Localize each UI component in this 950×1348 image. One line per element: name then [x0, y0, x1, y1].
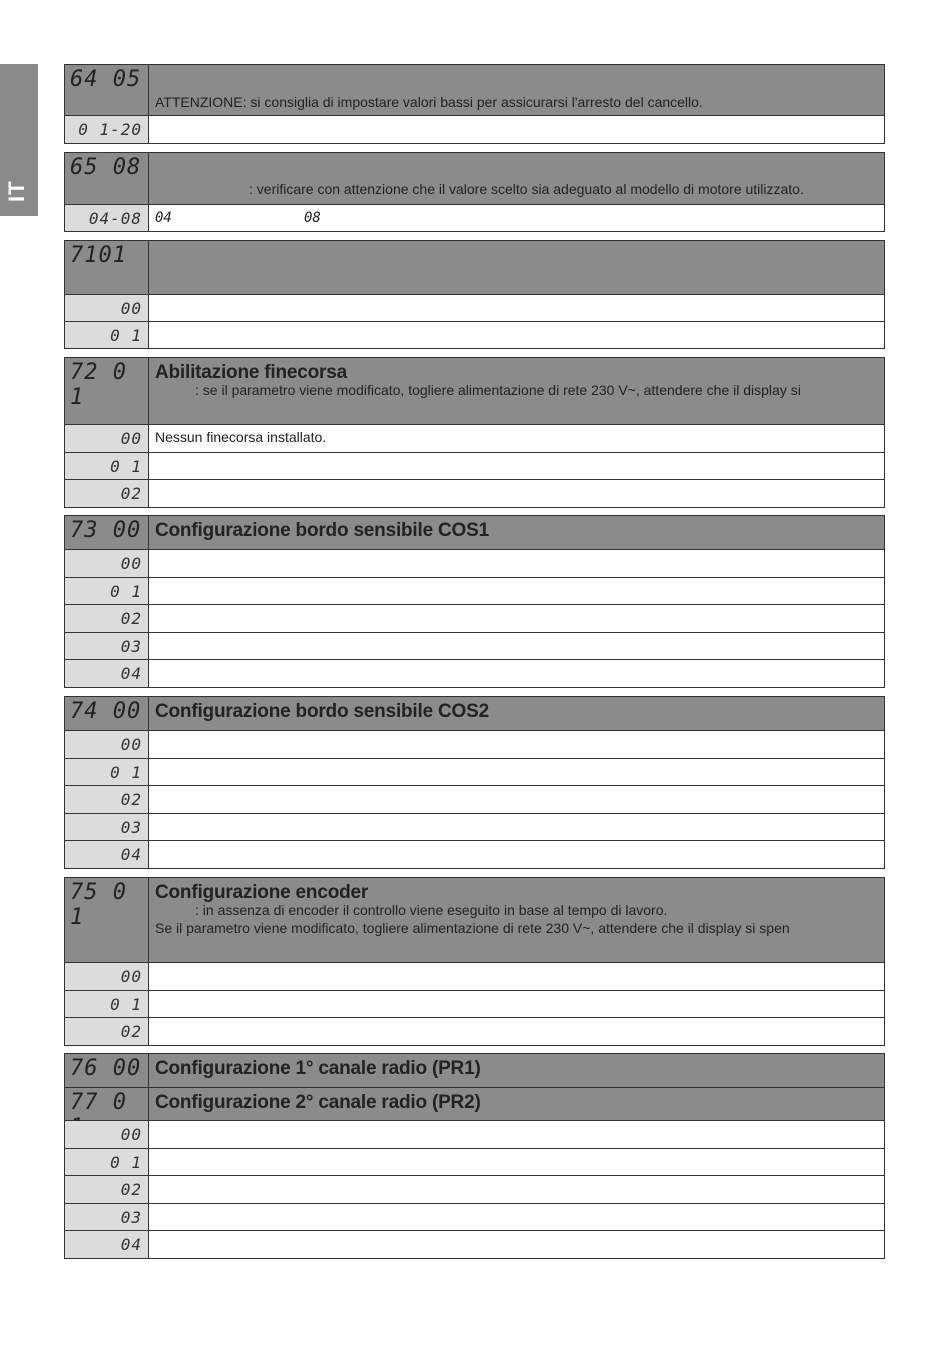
param-block-65: [64, 152, 885, 232]
value-row: [65, 549, 884, 577]
value-code: 0 1: [65, 578, 149, 604]
value-code: 00: [65, 1121, 149, 1148]
param-header-74: [65, 697, 884, 730]
value-code: 02: [65, 480, 149, 507]
language-tab-label: IT: [4, 180, 29, 202]
value-row: [65, 115, 884, 143]
value-code: 04: [65, 841, 149, 868]
value-row: [65, 1230, 884, 1258]
value-code: 0 1: [65, 759, 149, 785]
param-block-71: [64, 240, 885, 349]
param-block-64: [64, 64, 885, 144]
value-code: 02: [65, 1176, 149, 1203]
param-title: Configurazione 2° canale radio (PR2): [155, 1092, 481, 1113]
value-row: [65, 659, 884, 687]
value-code: 03: [65, 814, 149, 840]
value-code: 0 1-20: [65, 116, 149, 143]
value-code: 0 1: [65, 1149, 149, 1175]
param-title: Abilitazione finecorsa: [155, 362, 347, 383]
value-code: 00: [65, 295, 149, 321]
value-row: [65, 1120, 884, 1148]
value-code: 0 1: [65, 322, 149, 348]
param-header-72: [65, 358, 884, 424]
value-row: [65, 1148, 884, 1175]
value-code: 00: [65, 425, 149, 452]
param-note: : se il parametro viene modificato, togliere alimentazione di rete 230 V~, attendere che il display si: [195, 382, 801, 398]
range-max: 08: [304, 210, 321, 226]
value-row: [65, 758, 884, 785]
value-code: 04-08: [65, 205, 149, 231]
value-row: [65, 1017, 884, 1045]
value-row: [65, 1175, 884, 1203]
param-header-65: [65, 153, 884, 204]
value-row: [65, 1203, 884, 1230]
param-note: : verificare con attenzione che il valore scelto sia adeguato al modello di motore utilizzato.: [249, 181, 804, 197]
value-row: [65, 632, 884, 659]
param-title: Configurazione encoder: [155, 882, 369, 903]
value-row: [65, 785, 884, 813]
value-row: [65, 294, 884, 321]
value-row: [65, 479, 884, 507]
param-header-64: [65, 65, 884, 115]
param-code: 77 0: [65, 1088, 149, 1120]
value-row: [65, 424, 884, 452]
value-code: 0 1: [65, 453, 149, 479]
param-title: Configurazione bordo sensibile COS1: [155, 520, 489, 541]
value-row: [65, 452, 884, 479]
param-header-73: [65, 516, 884, 549]
value-code: 02: [65, 605, 149, 632]
value-code: 00: [65, 731, 149, 758]
value-row: [65, 840, 884, 868]
value-code: 04: [65, 1231, 149, 1258]
param-note-2: Se il parametro viene modificato, togliere alimentazione di rete 230 V~, attendere che il display si spen: [155, 920, 790, 936]
value-code: 00: [65, 963, 149, 990]
param-code: 73 00: [65, 516, 149, 549]
value-row: [65, 962, 884, 990]
param-block-74: [64, 696, 885, 869]
value-code: 02: [65, 1018, 149, 1045]
value-code: 02: [65, 786, 149, 813]
param-code: 76 00: [65, 1054, 149, 1087]
param-header-76: [65, 1054, 884, 1087]
param-note: ATTENZIONE: si consiglia di impostare valori bassi per assicurarsi l'arresto del cancello.: [155, 94, 703, 110]
param-code: 7101: [65, 241, 149, 294]
param-block-76-77: [64, 1053, 885, 1259]
value-code: 0 1: [65, 991, 149, 1017]
value-code: 00: [65, 550, 149, 577]
value-row: [65, 204, 884, 231]
param-code: 64 05: [65, 65, 149, 115]
value-code: 03: [65, 1204, 149, 1230]
param-block-73: [64, 515, 885, 688]
param-title: Configurazione 1° canale radio (PR1): [155, 1058, 481, 1079]
value-row: [65, 604, 884, 632]
value-row: [65, 577, 884, 604]
param-code: 74 00: [65, 697, 149, 730]
value-row: [65, 730, 884, 758]
param-header-75: [65, 878, 884, 962]
value-code: 03: [65, 633, 149, 659]
param-code: 75 0 1: [65, 878, 149, 962]
value-row: [65, 990, 884, 1017]
param-note: : in assenza di encoder il controllo viene eseguito in base al tempo di lavoro.: [195, 902, 668, 918]
value-row: [65, 321, 884, 348]
param-header-71: [65, 241, 884, 294]
param-header-77: [65, 1087, 884, 1120]
value-row: [65, 813, 884, 840]
param-code: 72 0 1: [65, 358, 149, 424]
param-code: 65 08: [65, 153, 149, 204]
language-tab[interactable]: [0, 64, 38, 216]
param-block-72: [64, 357, 885, 508]
range-min: 04: [155, 210, 172, 226]
param-block-75: [64, 877, 885, 1046]
value-code: 04: [65, 660, 149, 687]
value-desc: Nessun finecorsa installato.: [155, 429, 327, 445]
param-title: Configurazione bordo sensibile COS2: [155, 701, 489, 722]
